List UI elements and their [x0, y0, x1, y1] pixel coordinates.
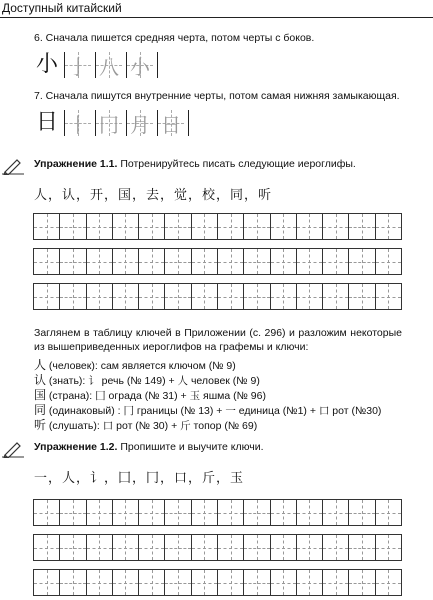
grid-cell[interactable]	[139, 249, 165, 274]
grid-cell[interactable]	[349, 284, 375, 309]
exercise-2-heading	[34, 441, 264, 453]
grid-cell[interactable]	[34, 249, 60, 274]
key-char: 同	[34, 403, 47, 417]
stroke-step: 八	[95, 52, 122, 78]
grid-cell[interactable]	[34, 570, 60, 595]
grid-cell[interactable]	[244, 249, 270, 274]
grid-cell[interactable]	[297, 284, 323, 309]
stroke-step: 日	[157, 110, 184, 136]
grid-cell[interactable]	[60, 214, 86, 239]
key-text: (страна):	[46, 390, 96, 402]
grid-cell[interactable]	[60, 249, 86, 274]
grid-cell[interactable]	[192, 249, 218, 274]
grid-cell[interactable]	[165, 570, 191, 595]
stroke-step: 月	[126, 110, 153, 136]
rule-6-text: 6. Сначала пишется средняя черта, потом черты с боков.	[34, 32, 315, 44]
rule-6-demo	[34, 52, 164, 78]
pen-icon	[2, 440, 24, 458]
key-char: 听	[34, 418, 47, 432]
grid-cell[interactable]	[165, 535, 191, 560]
grid-cell[interactable]	[165, 249, 191, 274]
key-text: (слушать):	[46, 420, 103, 432]
grid-cell[interactable]	[218, 214, 244, 239]
grid-cell[interactable]	[113, 500, 139, 525]
grid-cell[interactable]	[244, 500, 270, 525]
grid-cell[interactable]	[60, 284, 86, 309]
practice-grid-row[interactable]	[33, 499, 402, 526]
grid-cell[interactable]	[113, 570, 139, 595]
stroke-step: 小	[126, 52, 153, 78]
grid-cell[interactable]	[297, 570, 323, 595]
grid-cell[interactable]	[323, 249, 349, 274]
exercise-2-text: Пропишите и выучите ключи.	[117, 441, 264, 453]
grid-cell[interactable]	[297, 249, 323, 274]
practice-grid-row[interactable]	[33, 213, 402, 240]
exercise-2-title: Упражнение 1.2.	[34, 441, 118, 453]
exercise-1-heading	[34, 158, 356, 170]
grid-cell[interactable]	[113, 249, 139, 274]
grid-cell[interactable]	[323, 500, 349, 525]
grid-cell[interactable]	[165, 214, 191, 239]
grid-cell[interactable]	[34, 214, 60, 239]
grid-cell[interactable]	[218, 249, 244, 274]
key-parts: 囗 ограда (№ 31) + 玉 яшма (№ 96)	[95, 390, 266, 402]
grid-cell[interactable]	[271, 500, 297, 525]
grid-cell[interactable]	[34, 500, 60, 525]
exercise-1-chars: 人，认，开，国，去，觉，校，同，听	[34, 188, 273, 203]
grid-cell[interactable]	[113, 214, 139, 239]
practice-grid-row[interactable]	[33, 248, 402, 275]
paragraph-line: из вышеприведенных иероглифов на графемы и ключи:	[34, 341, 309, 353]
stroke-step: 亅	[64, 52, 91, 78]
grid-cell[interactable]	[271, 284, 297, 309]
grid-cell[interactable]	[139, 500, 165, 525]
practice-grid-row[interactable]	[33, 283, 402, 310]
key-char: 人	[34, 358, 47, 372]
grid-cell[interactable]	[60, 535, 86, 560]
grid-cell[interactable]	[113, 535, 139, 560]
grid-cell[interactable]	[87, 249, 113, 274]
grid-cell[interactable]	[376, 535, 401, 560]
stroke-end-line	[188, 110, 195, 136]
grid-cell[interactable]	[323, 535, 349, 560]
key-entry	[34, 416, 257, 433]
page-header	[0, 0, 433, 18]
grid-cell[interactable]	[349, 535, 375, 560]
exercise-1-text: Потренируйтесь писать следующие иероглифы.	[117, 158, 356, 170]
exercise-2-chars: 一，人，讠，囗，冂，口，斤，玉	[34, 471, 245, 486]
key-text: (одинаковый) :	[46, 405, 124, 417]
grid-cell[interactable]	[218, 570, 244, 595]
rule-7-text: 7. Сначала пишутся внутренние черты, потом самая нижняя замыкающая.	[34, 90, 400, 102]
grid-cell[interactable]	[192, 570, 218, 595]
grid-cell[interactable]	[192, 500, 218, 525]
stroke-step: 冂	[95, 110, 122, 136]
grid-cell[interactable]	[349, 249, 375, 274]
grid-cell[interactable]	[349, 214, 375, 239]
grid-cell[interactable]	[271, 214, 297, 239]
grid-cell[interactable]	[87, 535, 113, 560]
practice-grid-row[interactable]	[33, 534, 402, 561]
grid-cell[interactable]	[87, 570, 113, 595]
grid-cell[interactable]	[271, 249, 297, 274]
grid-cell[interactable]	[376, 214, 401, 239]
grid-cell[interactable]	[323, 284, 349, 309]
stroke-end-line	[157, 52, 164, 78]
key-text: (знать):	[46, 375, 89, 387]
grid-cell[interactable]	[165, 500, 191, 525]
key-text: (человек): сам является ключом (№ 9)	[46, 360, 236, 372]
grid-cell[interactable]	[192, 284, 218, 309]
grid-cell[interactable]	[192, 214, 218, 239]
grid-cell[interactable]	[34, 535, 60, 560]
key-parts: 冂 границы (№ 13) + 一 единица (№1) + 口 рот (№30)	[123, 405, 382, 417]
grid-cell[interactable]	[34, 284, 60, 309]
rule-6-char: 小	[35, 52, 58, 77]
grid-cell[interactable]	[87, 214, 113, 239]
stroke-step: 丨	[64, 110, 91, 136]
paragraph-line: Заглянем в таблицу ключей в Приложении (с. 296) и разложим некоторые	[34, 327, 402, 339]
grid-cell[interactable]	[244, 284, 270, 309]
grid-cell[interactable]	[323, 214, 349, 239]
header-title: Доступный китайский	[2, 1, 122, 15]
key-char: 认	[34, 373, 47, 387]
keys-intro-paragraph	[34, 326, 402, 354]
rule-7-demo	[34, 110, 195, 136]
pen-icon	[2, 157, 24, 175]
grid-cell[interactable]	[139, 535, 165, 560]
grid-cell[interactable]	[218, 500, 244, 525]
grid-cell[interactable]	[297, 500, 323, 525]
grid-cell[interactable]	[218, 284, 244, 309]
grid-cell[interactable]	[60, 500, 86, 525]
grid-cell[interactable]	[376, 249, 401, 274]
grid-cell[interactable]	[297, 535, 323, 560]
key-parts: 讠 речь (№ 149) + 人 человек (№ 9)	[88, 375, 260, 387]
grid-cell[interactable]	[87, 284, 113, 309]
grid-cell[interactable]	[244, 214, 270, 239]
grid-cell[interactable]	[113, 284, 139, 309]
rule-7-char: 日	[35, 110, 58, 135]
grid-cell[interactable]	[271, 535, 297, 560]
grid-cell[interactable]	[271, 570, 297, 595]
grid-cell[interactable]	[297, 214, 323, 239]
grid-cell[interactable]	[139, 214, 165, 239]
grid-cell[interactable]	[218, 535, 244, 560]
grid-cell[interactable]	[349, 500, 375, 525]
practice-grid-row[interactable]	[33, 569, 402, 596]
grid-cell[interactable]	[376, 570, 401, 595]
key-parts: 口 рот (№ 30) + 斤 топор (№ 69)	[102, 420, 258, 432]
grid-cell[interactable]	[165, 284, 191, 309]
grid-cell[interactable]	[349, 570, 375, 595]
grid-cell[interactable]	[60, 570, 86, 595]
grid-cell[interactable]	[244, 535, 270, 560]
grid-cell[interactable]	[244, 570, 270, 595]
exercise-1-title: Упражнение 1.1.	[34, 158, 118, 170]
grid-cell[interactable]	[376, 284, 401, 309]
grid-cell[interactable]	[376, 500, 401, 525]
grid-cell[interactable]	[87, 500, 113, 525]
grid-cell[interactable]	[192, 535, 218, 560]
key-char: 国	[34, 388, 47, 402]
grid-cell[interactable]	[323, 570, 349, 595]
grid-cell[interactable]	[139, 570, 165, 595]
grid-cell[interactable]	[139, 284, 165, 309]
